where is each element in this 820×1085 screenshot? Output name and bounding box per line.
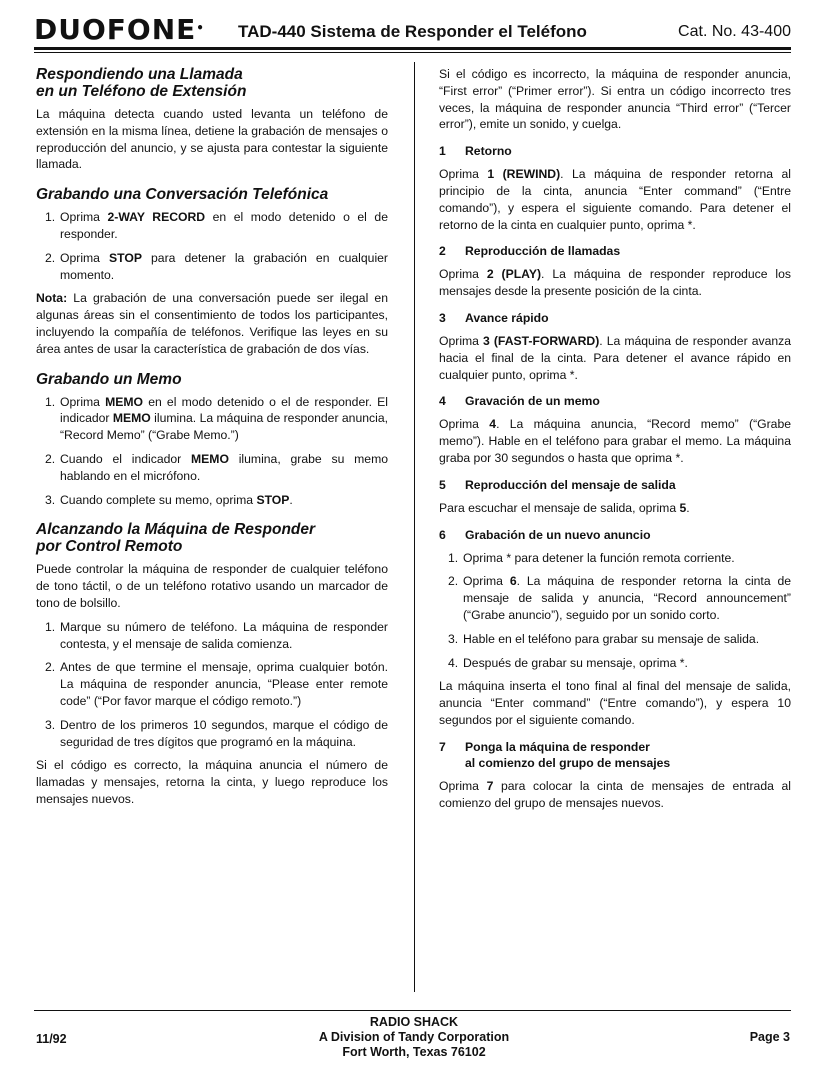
column-divider [414,62,415,992]
list-item: 2. Antes de que termine el mensaje, oprima cualquier botón. La máquina de responder anuncia, “Please enter remote code” (“Por favor marque el código remoto.”) [45,660,388,708]
key-label: STOP [256,492,290,507]
key-label: 1 (REWIND) [487,167,561,182]
key-label: 7 [486,778,494,793]
steps-list [439,550,791,672]
key-label: 6 [509,574,517,589]
steps-list [36,394,388,509]
steps-list [36,209,388,283]
list-item: 1. Oprima MEMO en el modo detenido o el de responder. El indicador MEMO ilumina. La máquina de responder anuncia, “Record Memo” (“Grabe Memo.”) [45,394,389,443]
list-item: 1. Marque su número de teléfono. La máquina de responder contesta, y el mensaje de salida comienza. [45,619,388,651]
section-title: Grabando un Memo [36,370,182,388]
right-column [439,66,791,818]
publisher-address: Fort Worth, Texas 76102 [342,1045,486,1059]
key-label: MEMO [105,394,144,409]
key-label: MEMO [191,451,229,466]
command-heading: 2 Reproducción de llamadas [439,244,621,259]
page-number: Page 3 [749,1030,790,1044]
command-text: Oprima 1 (REWIND). La máquina de responder retorna al principio de la cinta, anuncia “Enter command” (“Entre comando”), y espera el siguiente comando. Para detener el retorno de la cinta en cualquier punto, oprima *. [439,167,791,232]
list-item: 1. Oprima * para detener la función remota corriente. [448,550,735,565]
list-item: 2. Cuando el indicador MEMO ilumina, grabe su memo hablando en el micrófono. [45,451,388,483]
paragraph: Si el código es incorrecto, la máquina de responder anuncia, “First error” (“Primer error”). Si entra un código incorrecto tres veces, la máquina de responder anuncia “Third error” (“Tercer error”), emite un sonido, y cuelga. [439,67,791,132]
paragraph: La máquina detecta cuando usted levanta un teléfono de extensión en la misma línea, detiene la grabación de mensajes o reproducción del anuncio, y se ajusta para contestar la siguiente llamada. [36,107,388,172]
page-header [34,14,791,48]
list-item: 2. Oprima 6. La máquina de responder retorna la cinta de mensaje de salida y anuncia, “Record announcement” (“Grabe anuncio”), seguido por un sonido corto. [448,574,792,622]
section-memo [36,371,388,509]
section-title: Respondiendo una Llamada en un Teléfono de Extensión [36,66,247,100]
publisher-division: A Division of Tandy Corporation [318,1030,510,1044]
footer-publisher [264,1015,564,1060]
command-text: Oprima 4. La máquina anuncia, “Record memo” (“Grabe memo”). Hable en el teléfono para grabar el memo. La máquina graba por 30 segundos o hasta que oprima *. [439,417,792,465]
paragraph: La máquina inserta el tono final al final del mensaje de salida, anuncia “Enter command” (“Entre comando”), y espera 10 segundos por el siguiente comando. [439,679,791,727]
command-heading: 6 Grabación de un nuevo anuncio [439,527,651,542]
command-text: Oprima 3 (FAST-FORWARD). La máquina de responder avanza hacia el final de la cinta. Para detener el avance rápido en cualquier punto, oprima *. [439,333,792,382]
brand-mark: • [196,21,205,35]
section-remote-control [36,521,388,807]
command-heading: 3 Avance rápido [439,310,549,325]
list-item: 3. Dentro de los primeros 10 segundos, marque el código de seguridad de tres dígitos que programó en la máquina. [45,717,388,749]
paragraph: Si el código es correcto, la máquina anuncia el número de llamadas y mensajes, retorna la cinta, y luego reproduce los mensajes nuevos. [36,758,388,806]
command-text: Oprima 7 para colocar la cinta de mensajes de entrada al comienzo del grupo de mensajes nuevos. [439,778,792,810]
list-item: 3. Cuando complete su memo, oprima STOP. [45,492,293,507]
key-label: MEMO [112,411,151,426]
key-label: 5 [679,500,687,515]
steps-list [36,619,388,751]
command-text: Oprima 2 (PLAY). La máquina de responder reproduce los mensajes desde la presente posición de la cinta. [439,267,792,299]
brand-logo [34,13,205,46]
key-label: 2-WAY RECORD [107,210,206,225]
note-label: Nota: [36,291,68,306]
command-heading: 4 Gravación de un memo [439,394,600,409]
footer-rule [34,1010,791,1011]
publisher-name: RADIO SHACK [369,1015,459,1029]
document-title: TAD-440 Sistema de Responder el Teléfono [238,22,587,41]
brand-name: DUOFONE [34,13,197,46]
list-item: 2. Oprima STOP para detener la grabación en cualquier momento. [45,250,388,282]
note-paragraph: Nota: La grabación de una conversación puede ser ilegal en algunas áreas sin el consentimiento de todos los participantes, incluyendo la compañía de teléfonos. Verifique las leyes en su área antes de usar la característica de grabación de dos vías. [36,291,388,356]
section-title: Alcanzando la Máquina de Responder por Control Remoto [36,521,316,556]
list-item: 4. Después de grabar su mensaje, oprima *. [448,655,688,670]
key-label: 2 (PLAY) [486,267,542,282]
catalog-number: Cat. No. 43-400 [678,23,791,40]
paragraph: Puede controlar la máquina de responder de cualquier teléfono de tono táctil, o de un teléfono rotativo usando un marcador de tono de bolsillo. [36,562,388,610]
footer-date: 11/92 [36,1032,67,1046]
command-heading: 1 Retorno [439,144,512,159]
command-text: Para escuchar el mensaje de salida, oprima 5. [439,500,690,515]
key-label: 3 (FAST-FORWARD) [483,333,600,348]
section-extension [36,66,388,173]
list-item: 3. Hable en el teléfono para grabar su mensaje de salida. [448,631,760,646]
command-heading: 7 Ponga la máquina de responder al comienzo del grupo de mensajes [439,739,671,770]
section-title: Grabando una Conversación Telefónica [36,186,329,204]
key-label: 4 [489,417,497,432]
left-column [36,66,388,821]
key-label: STOP [109,250,142,265]
command-heading: 5 Reproducción del mensaje de salida [439,477,676,492]
list-item: 1. Oprima 2-WAY RECORD en el modo detenido o el de responder. [45,210,388,241]
section-record-conversation [36,186,388,357]
header-rule-thin [34,52,791,53]
header-rule-thick [34,47,791,50]
